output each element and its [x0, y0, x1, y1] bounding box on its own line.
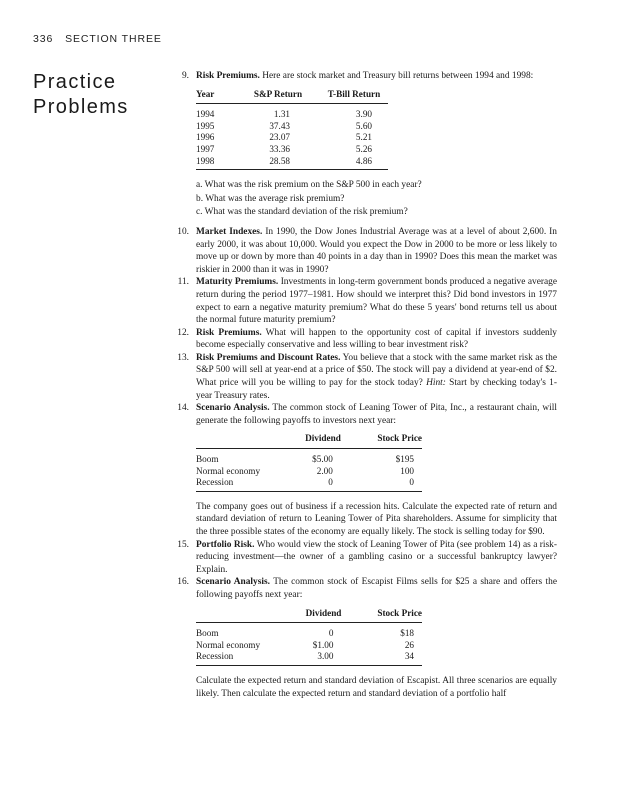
problem-14: [167, 402, 557, 538]
problem-body: What will happen to the opportunity cost of capital if investors suddenly become especially conservative and less willing to bear investment risk?: [196, 327, 557, 351]
table-cell: 33.36: [269, 143, 290, 154]
payoffs-table: [196, 608, 422, 666]
problem-number: 9.: [181, 71, 189, 81]
table-row: [196, 144, 388, 156]
table-cell: $18: [400, 628, 414, 639]
problem-body: The common stock of Leaning Tower of Pita, Inc., a restaurant chain, will generate the following payoffs to investors next year:: [196, 403, 557, 426]
table-cell: 100: [400, 465, 414, 476]
problem-number: 15.: [177, 539, 189, 550]
table-row: [196, 104, 388, 121]
hint-text: Start by checking today's 1-year Treasury rates.: [196, 378, 557, 401]
table-header-row: [196, 89, 388, 104]
column-header: Stock Price: [355, 433, 422, 448]
column-header: Dividend: [277, 608, 356, 623]
problem-title: Risk Premiums and Discount Rates.: [196, 352, 341, 363]
column-header: Dividend: [276, 433, 354, 448]
table-header-row: [196, 608, 422, 623]
table-cell: 1997: [196, 143, 215, 154]
returns-table: [196, 89, 388, 171]
table-cell: 5.26: [355, 143, 372, 154]
problem-text: [196, 539, 557, 577]
table-cell: 26: [404, 639, 414, 650]
problem-body: Here are stock market and Treasury bill returns between 1994 and 1998:: [262, 71, 534, 81]
problem-text: [196, 352, 557, 402]
table-row: [196, 449, 422, 466]
table-row: [196, 623, 422, 640]
table-cell: $5.00: [312, 454, 333, 465]
table-cell: 28.58: [236, 156, 320, 170]
table-row: [196, 651, 422, 665]
problem-followup: The company goes out of business if a recession hits. Calculate the expected rate of return and standard deviation of return to Leaning Tower of Pita shareholders. Assume for simplicity that the three possible states of the economy are equally likely. The stock is selling today for $90.: [196, 501, 557, 537]
table-cell: $195: [395, 454, 414, 465]
sub-question: a. What was the risk premium on the S&P 500 in each year?: [196, 180, 422, 191]
problem-title: Risk Premiums.: [196, 71, 260, 81]
running-header: [33, 33, 162, 45]
section-label: SECTION THREE: [65, 33, 162, 45]
side-title: [33, 70, 153, 120]
problem-number: 14.: [177, 403, 189, 414]
problems-list: [167, 70, 557, 700]
problem-11: [167, 276, 557, 326]
table-cell: 23.07: [269, 132, 290, 143]
table-cell: 0: [328, 628, 334, 639]
problem-title: Scenario Analysis.: [196, 577, 270, 588]
table-cell: 1.31: [273, 109, 290, 120]
table-cell: 5.60: [355, 120, 372, 131]
problem-16: [167, 576, 557, 700]
table-cell: 0: [276, 477, 354, 491]
problem-text: [196, 226, 557, 276]
column-header: Stock Price: [355, 608, 422, 623]
sub-questions: [196, 179, 557, 219]
side-title-line-1: Practice: [33, 71, 117, 93]
problem-body: Investments in long-term government bonds produced a negative average return during the period 1977–1981. How should we interpret this? Did bond investors in 1977 expect to earn a negative maturity premium? What do these 5 years' bond returns tell us about the normal future maturity premium?: [196, 277, 558, 326]
problem-body: Who would view the stock of Leaning Tower of Pita (see problem 14) as a risk-reducing investment—the owner of a gambling casino or a successful bankruptcy lawyer? Explain.: [196, 539, 557, 575]
problem-number: 13.: [177, 352, 189, 363]
column-header: T-Bill Return: [320, 89, 388, 104]
problem-number: 11.: [177, 277, 189, 288]
problem-number: 12.: [177, 327, 189, 338]
table-cell: 1996: [196, 132, 215, 143]
table-cell: 3.00: [277, 651, 356, 665]
problem-title: Scenario Analysis.: [196, 403, 270, 414]
hint-label: Hint:: [426, 378, 446, 389]
column-header: [196, 433, 276, 448]
table-cell: Recession: [196, 651, 277, 665]
problem-followup: Calculate the expected return and standard deviation of Escapist. All three scenarios are equally likely. Then calculate the expected return and standard deviation of a portfolio half: [196, 675, 557, 699]
problem-text: [196, 276, 557, 326]
column-header: Year: [196, 89, 236, 104]
page-number: 336: [33, 33, 54, 45]
table-cell: 2.00: [316, 465, 333, 476]
problem-number: 16.: [177, 577, 189, 588]
problem-title: Risk Premiums.: [196, 327, 262, 338]
problem-15: [167, 539, 557, 577]
table-row: [196, 121, 388, 133]
problem-10: [167, 226, 557, 276]
table-header-row: [196, 433, 422, 448]
problem-12: [167, 327, 557, 352]
side-title-line-2: Problems: [33, 96, 129, 118]
problem-13: [167, 352, 557, 402]
problem-number: 10.: [177, 226, 189, 237]
sub-question: b. What was the average risk premium?: [196, 193, 345, 204]
problem-text: [196, 327, 557, 352]
problem-title: Maturity Premiums.: [196, 277, 279, 288]
table-cell: 1995: [196, 120, 215, 131]
table-row: [196, 477, 422, 491]
problem-title: Market Indexes.: [196, 226, 263, 237]
problem-text: [196, 70, 557, 83]
table-cell: Boom: [196, 454, 219, 465]
table-cell: Boom: [196, 628, 219, 639]
table-cell: 3.90: [355, 109, 372, 120]
problem-text: [196, 576, 557, 601]
table-cell: Recession: [196, 477, 276, 491]
table-cell: 4.86: [320, 156, 388, 170]
table-row: [196, 640, 422, 652]
problem-body: You believe that a stock with the same market risk as the S&P 500 will sell at year-end at a price of $50. The stock will pay a dividend at year-end of $2. What price will you be willing to pay for the stock today?: [196, 352, 557, 389]
table-row: [196, 132, 388, 144]
table-row: [196, 466, 422, 478]
table-cell: 1998: [196, 156, 236, 170]
table-cell: Normal economy: [196, 465, 261, 476]
table-row: [196, 156, 388, 170]
table-cell: 34: [355, 651, 422, 665]
payoffs-table: [196, 433, 422, 491]
table-cell: 1994: [196, 109, 215, 120]
column-header: S&P Return: [236, 89, 320, 104]
table-cell: Normal economy: [196, 639, 261, 650]
table-cell: $1.00: [312, 639, 334, 650]
sub-question: c. What was the standard deviation of the risk premium?: [196, 207, 408, 218]
problem-title: Portfolio Risk.: [196, 539, 255, 550]
table-cell: 5.21: [355, 132, 372, 143]
column-header: [196, 608, 277, 623]
problem-text: [196, 402, 557, 427]
problem-body: In 1990, the Dow Jones Industrial Average was at a level of about 2,600. In early 2000, it was about 10,000. Would you expect the Dow in 2000 to be more or less likely to move up or down by more than 40 points in a day than in 1990? Does this mean the market was riskier in 2000 than it was in 1990?: [196, 226, 557, 275]
table-cell: 0: [355, 477, 422, 491]
table-cell: 37.43: [269, 120, 290, 131]
problem-body: The common stock of Escapist Films sells for $25 a share and offers the following payoffs next year:: [196, 577, 557, 600]
problem-9: [167, 70, 557, 219]
